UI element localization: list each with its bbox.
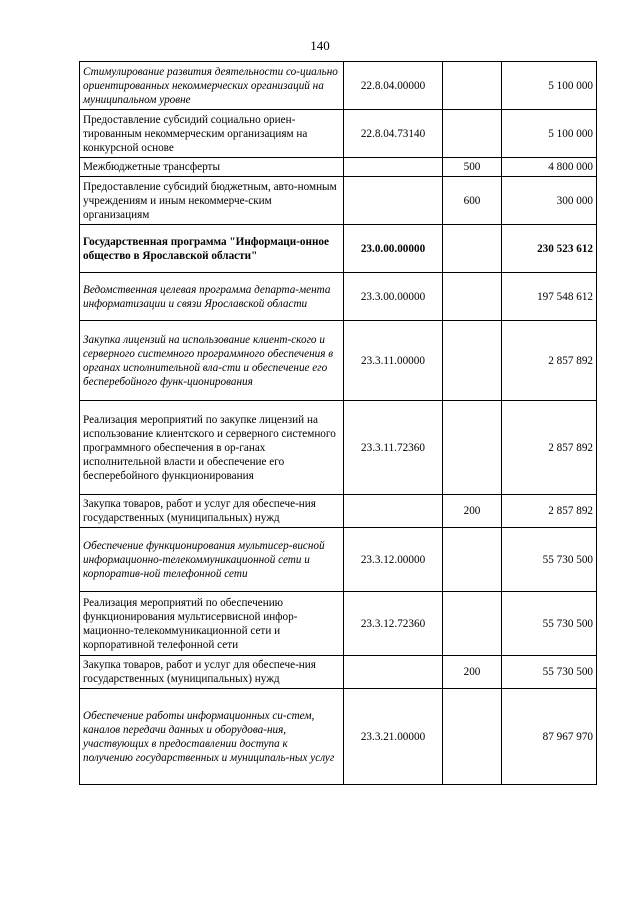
item-name-cell: Предоставление субсидий бюджетным, авто-номным учреждениям и иным некоммерче-ским организациям	[80, 177, 344, 225]
target-code-cell: 23.3.00.00000	[344, 273, 443, 321]
target-code-cell: 22.8.04.73140	[344, 110, 443, 158]
expense-type-cell	[443, 592, 502, 656]
amount-cell: 5 100 000	[502, 62, 597, 110]
table-row	[80, 321, 597, 401]
budget-table-body	[80, 62, 597, 785]
target-code-cell: 23.3.12.72360	[344, 592, 443, 656]
target-code-cell: 23.3.11.72360	[344, 401, 443, 495]
amount-cell: 55 730 500	[502, 528, 597, 592]
table-row	[80, 528, 597, 592]
expense-type-cell	[443, 401, 502, 495]
budget-table	[79, 61, 597, 785]
item-name-cell: Обеспечение работы информационных си-стем, каналов передачи данных и оборудова-ния, участвующих в предоставлении доступа к получению государственных и муниципаль-ных услуг	[80, 689, 344, 785]
expense-type-cell: 200	[443, 656, 502, 689]
amount-cell: 300 000	[502, 177, 597, 225]
item-name-cell: Закупка товаров, работ и услуг для обеспече-ния государственных (муниципальных) нужд	[80, 656, 344, 689]
target-code-cell: 23.0.00.00000	[344, 225, 443, 273]
amount-cell: 55 730 500	[502, 656, 597, 689]
amount-cell: 4 800 000	[502, 158, 597, 177]
item-name-cell: Реализация мероприятий по закупке лицензий на использование клиентского и серверного системного программного обеспечения в ор-ганах исполнительной власти и обеспечение его бесперебойного функционирования	[80, 401, 344, 495]
target-code-cell	[344, 177, 443, 225]
amount-cell: 230 523 612	[502, 225, 597, 273]
target-code-cell	[344, 656, 443, 689]
amount-cell: 2 857 892	[502, 495, 597, 528]
amount-cell: 2 857 892	[502, 401, 597, 495]
expense-type-cell	[443, 321, 502, 401]
target-code-cell: 22.8.04.00000	[344, 62, 443, 110]
table-row	[80, 177, 597, 225]
target-code-cell	[344, 495, 443, 528]
amount-cell: 2 857 892	[502, 321, 597, 401]
target-code-cell: 23.3.12.00000	[344, 528, 443, 592]
target-code-cell	[344, 158, 443, 177]
item-name-cell: Стимулирование развития деятельности со-циально ориентированных некоммерческих организаций на муниципальном уровне	[80, 62, 344, 110]
amount-cell: 55 730 500	[502, 592, 597, 656]
table-row	[80, 158, 597, 177]
expense-type-cell	[443, 110, 502, 158]
item-name-cell: Ведомственная целевая программа департа-мента информатизации и связи Ярославской области	[80, 273, 344, 321]
expense-type-cell	[443, 528, 502, 592]
expense-type-cell	[443, 225, 502, 273]
target-code-cell: 23.3.11.00000	[344, 321, 443, 401]
item-name-cell: Предоставление субсидий социально ориен-тированным некоммерческим организациям на конкурсной основе	[80, 110, 344, 158]
table-row	[80, 401, 597, 495]
item-name-cell: Закупка товаров, работ и услуг для обеспече-ния государственных (муниципальных) нужд	[80, 495, 344, 528]
table-row	[80, 592, 597, 656]
amount-cell: 197 548 612	[502, 273, 597, 321]
expense-type-cell	[443, 273, 502, 321]
table-row	[80, 273, 597, 321]
expense-type-cell	[443, 62, 502, 110]
item-name-cell: Закупка лицензий на использование клиент-ского и серверного системного программного обеспечения в органах исполнительной вла-сти и обеспечение его бесперебойного функ-ционирования	[80, 321, 344, 401]
item-name-cell: Обеспечение функционирования мультисер-висной информационно-телекоммуникационной сети и корпоратив-ной телефонной сети	[80, 528, 344, 592]
table-row	[80, 110, 597, 158]
table-row	[80, 225, 597, 273]
table-row	[80, 495, 597, 528]
expense-type-cell	[443, 689, 502, 785]
target-code-cell: 23.3.21.00000	[344, 689, 443, 785]
expense-type-cell: 200	[443, 495, 502, 528]
expense-type-cell: 500	[443, 158, 502, 177]
item-name-cell: Реализация мероприятий по обеспечению функционирования мультисервисной инфор-мационно-телекоммуникационной сети и корпоративной телефонной сети	[80, 592, 344, 656]
page-number: 140	[310, 38, 330, 53]
amount-cell: 5 100 000	[502, 110, 597, 158]
item-name-cell: Межбюджетные трансферты	[80, 158, 344, 177]
table-row	[80, 689, 597, 785]
item-name-cell: Государственная программа "Информаци-онное общество в Ярославской области"	[80, 225, 344, 273]
amount-cell: 87 967 970	[502, 689, 597, 785]
table-row	[80, 62, 597, 110]
expense-type-cell: 600	[443, 177, 502, 225]
table-row	[80, 656, 597, 689]
